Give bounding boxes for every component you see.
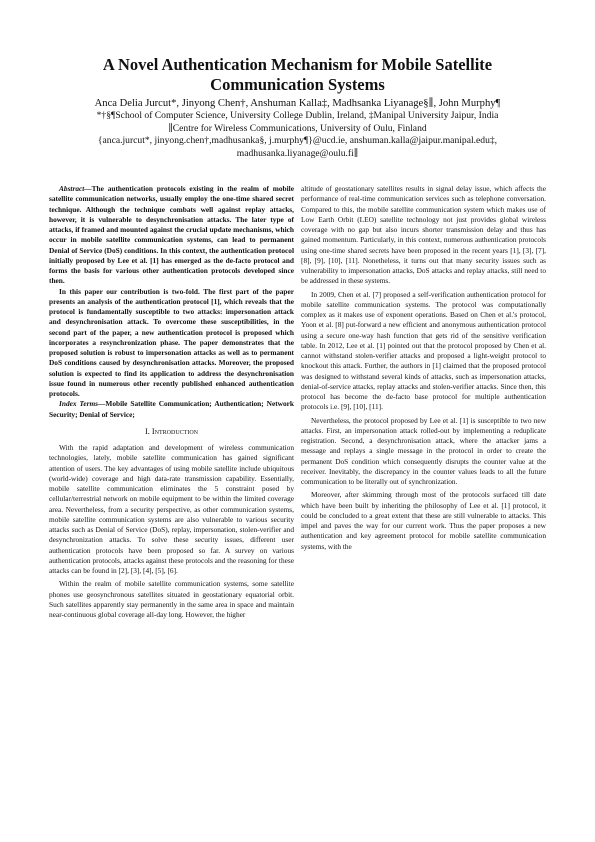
body-paragraph: In 2009, Chen et al. [7] proposed a self-verification authentication protocol for mobile satellite communication systems. The protocol was computationally complex as it makes use of exponent operations. Based on Chen et al.'s protocol, Yoon et al. [8] put-forward a new efficient and anonymous authentication protocol using a secure one-way hash function that gets rid of the sensitive verification table. In 2012, Lee et al. [1] pointed out that the protocol proposed by Chen et al. cannot withstand stolen-verifier attacks and proposed a light-weight protocol to knockout this attack. Further, the authors in [1] claimed that the proposed protocol was designed to withstand several kinds of attacks, such as impersonation attacks, denial-of-service attacks, replay attacks and stolen-verifier attacks. Since then, this protocol has become the de-facto base protocol for multiple authentication protocols i.e. [9], [10], [11]. (301, 289, 546, 412)
section-heading: I. Introduction (144, 426, 198, 436)
affiliation-line-2: ∥Centre for Wireless Communications, University of Oulu, Finland (168, 122, 427, 134)
affiliation-line-1: *†§¶School of Computer Science, University College Dublin, Ireland, ‡Manipal University Jaipur, India (96, 110, 499, 122)
abstract-paragraph-2: In this paper our contribution is two-fold. The first part of the paper presents an analysis of the authentication protocol [1], which reveals that the protocol is fundamentally susceptible to two attacks: impersonation attack and desynchronisation attack. To overcome these susceptibilities, in the second part of the paper, a new authentication protocol is proposed which incorporates a resynchronization phase. The paper demonstrates that the proposed solution is robust to impersonation attacks as well as to permanent DoS conditions caused by desynchronisation attacks. Moreover, the proposed solution is expected to find its application to address the desynchronisation issue found in numerous other recently published enhanced authentication protocols. (49, 286, 294, 398)
body-paragraph: altitude of geostationary satellites results in signal delay issue, which affects the performance of real-time communication services such as telephone conversation. Compared to this, the mobile satellite communication system which makes use of Low Earth Orbit (LEO) satellite technology not just provides global wireless coverage with no gap but also incurs shorter transmission delay and thus has gained momentum. Particularly, in this context, numerous authentication protocols using one-time shared secrets have been proposed in the recent years [1], [3], [7], [8], [9], [10], [11]. Nonetheless, it turns out that many security issues such as vulnerability to impersonation attacks, DoS attacks and replay attacks, still need to be addressed in these systems. (301, 184, 546, 286)
body-paragraph: With the rapid adaptation and development of wireless communication technologies, lately, mobile satellite communication has gained significant attention of users. The key advantages of using mobile satellite include ubiquitous (world-wide) coverage and high data-rate transmission capability. Essentially, mobile satellite communication eliminates the 5 constraint posed by cellular/terrestrial network on mobile equipment to be within the limited coverage area. Nevertheless, from a security perspective, as other communication systems, mobile satellite communication systems are also vulnerable to various security attacks such as Denial of Service (DoS), replay, impersonation, stolen-verifier and desynchronization attacks. To solve these security issues, different user authentication protocols have been proposed so far. A survey on various authentication protocols, attacks against these protocols and the reasoning for these attacks can be found in [2], [3], [4], [5], [6]. (49, 443, 294, 575)
paper-title (60, 55, 535, 95)
index-terms-text: Mobile Satellite Communication; Authentication; Network Security; Denial of Service; (49, 399, 294, 419)
right-column (301, 184, 546, 552)
index-terms (49, 399, 294, 420)
title-line-1: A Novel Authentication Mechanism for Mobile Satellite (102, 55, 493, 74)
author-names: Anca Delia Jurcut*, Jinyong Chen†, Anshuman Kalla‡, Madhsanka Liyanage§∥, John Murphy¶ (94, 98, 501, 109)
index-terms-label: Index Terms— (59, 399, 106, 409)
abstract-text: The authentication protocols existing in the realm of mobile satellite communication networks, usually employ the one-time shared secret technique. Although the technique combats well against replay attacks, however, it is vulnerable to desynchronisation attacks. The later type of attacks, if framed and mounted against the crucial update mechanisms, which occur in mobile satellite communication systems, can lead to permanent Denial of Service (DoS) conditions. In this context, the authentication protocol initially proposed by Lee et al. [1] has emerged as the de-facto protocol and forms the basis for various other authentication protocols developed since then. (49, 184, 294, 286)
author-block (40, 98, 555, 160)
email-line-2: madhusanka.liyanage@oulu.fi∥ (236, 147, 359, 159)
title-line-2: Communication Systems (210, 75, 385, 94)
abstract-paragraph (49, 184, 294, 287)
abstract-label: Abstract— (59, 184, 92, 193)
body-paragraph: Within the realm of mobile satellite communication systems, some satellite phones use geosynchronous satellites situated in geostationary equatorial orbit. Such satellites apparently stay permanently in the same area in space and maintain near-continuous global coverage all-day long. However, the higher (49, 579, 294, 619)
body-paragraph: Moreover, after skimming through most of the protocols surfaced till date which have been built by inheriting the philosophy of Lee et al. [1] protocol, it could be concluded to a great extent that these are still vulnerable to attacks. This impel and paves the way for our current work. Thus the paper proposes a new authentication and key agreement protocol for mobile satellite communication systems, with the (301, 490, 546, 551)
email-line-1: {anca.jurcut*, jinyong.chen†,madhusanka§, j.murphy¶}@ucd.ie, anshuman.kalla@jaipur.manipal.edu‡, (97, 135, 498, 147)
body-paragraph: Nevertheless, the protocol proposed by Lee et al. [1] is susceptible to two new attacks. First, an impersonation attack rolled-out by implementing a reduplicate registration. Second, a desynchronisation attack, where the attacker jams a message and replays a single message in the protocol in order to create the permanent DoS condition which consequently disrupts the counter value at the receiver. Inevitably, the discrepancy in the counter values leads to all the future communication to be literally out of synchronization. (301, 415, 546, 486)
left-column (49, 184, 294, 620)
